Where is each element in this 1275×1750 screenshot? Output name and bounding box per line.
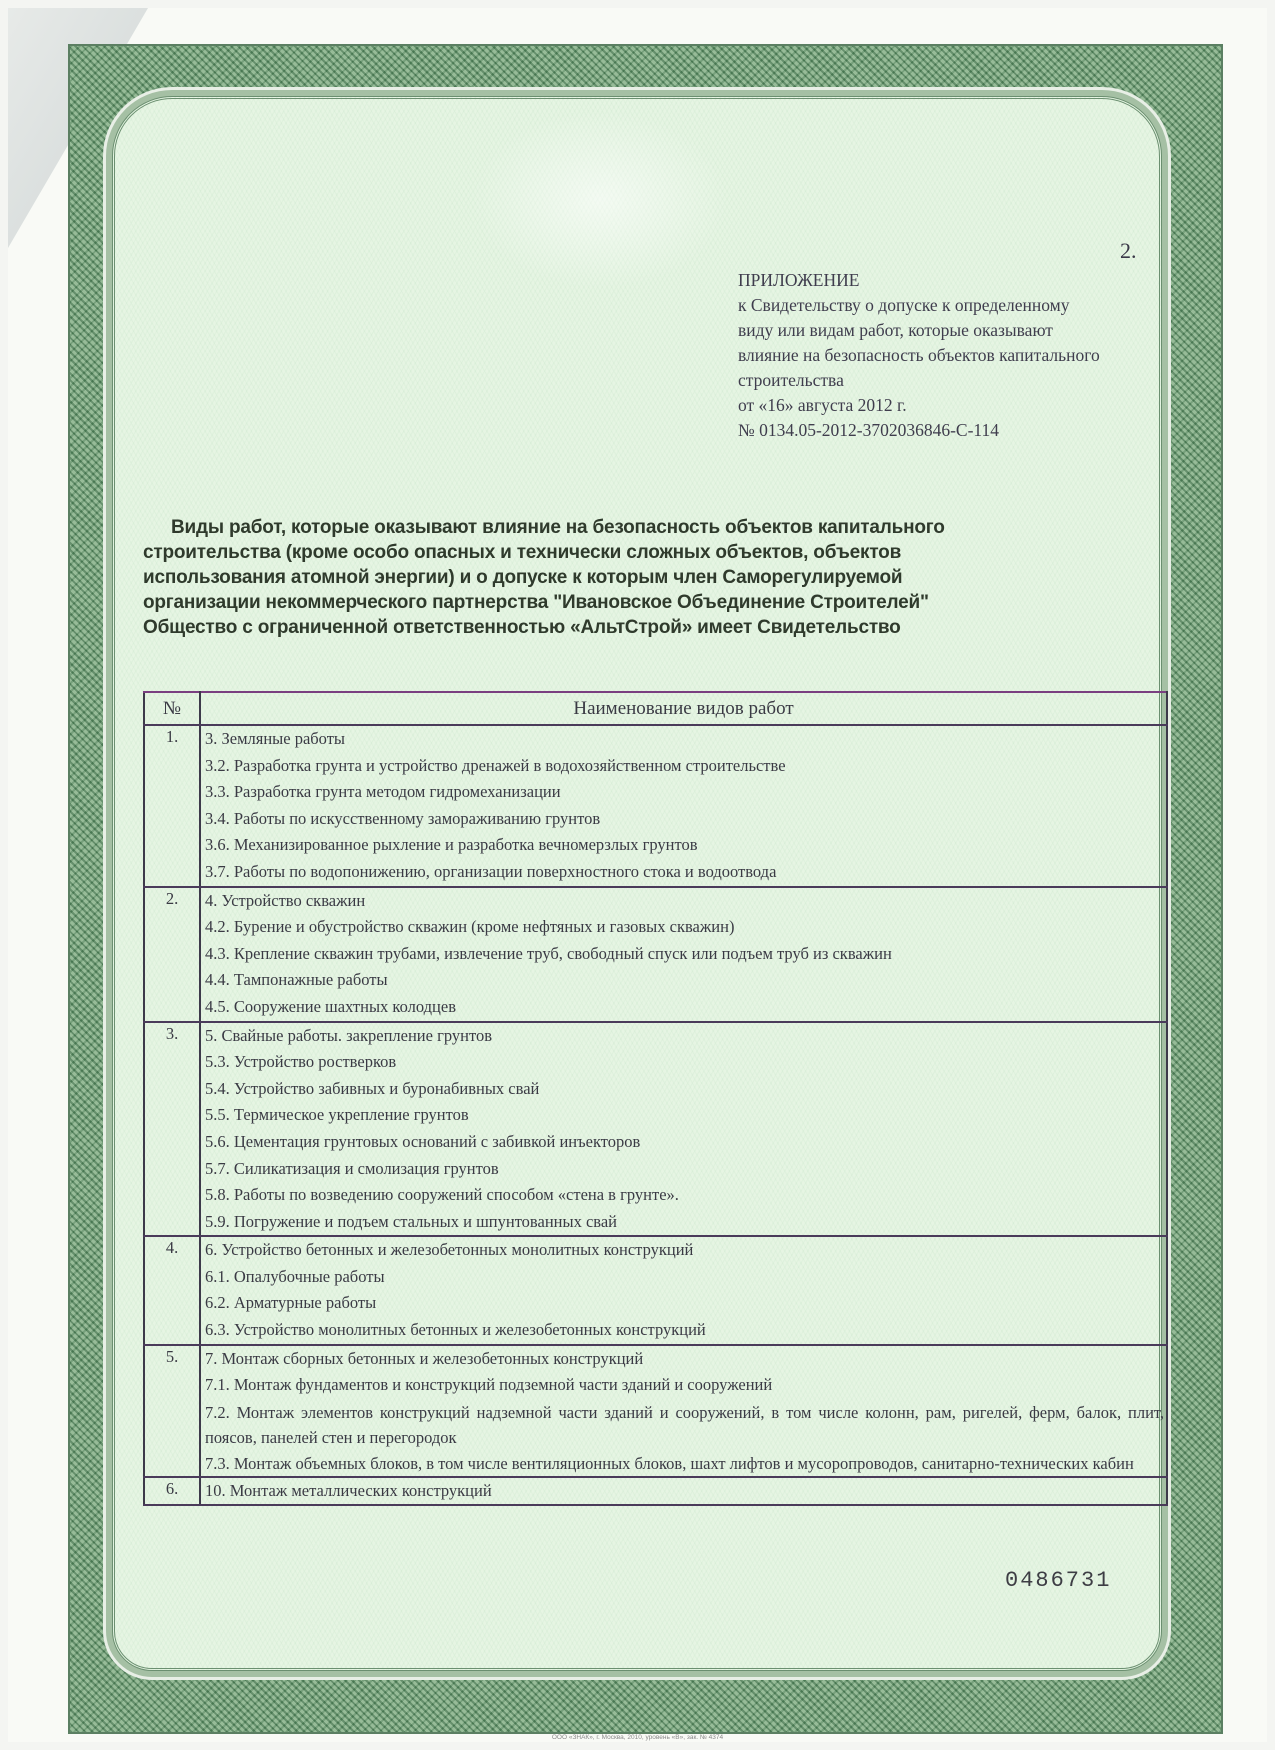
work-items-cell bbox=[200, 1477, 1167, 1506]
table-row bbox=[144, 887, 1167, 1022]
work-item: 7.2. Монтаж элементов конструкций надземной части зданий и сооружений, в том числе колонн, рам, ригелей, ферм, балок, плит, поясов, панелей стен и перегородок bbox=[205, 1402, 1164, 1447]
table-row bbox=[144, 1236, 1167, 1344]
work-item: 6.3. Устройство монолитных бетонных и железобетонных конструкций bbox=[205, 1320, 706, 1340]
work-item: 5.5. Термическое укрепление грунтов bbox=[205, 1105, 469, 1125]
table-row bbox=[144, 1345, 1167, 1477]
certificate-number: № 0134.05-2012-3702036846-С-114 bbox=[738, 420, 1000, 440]
row-number: 3. bbox=[144, 1022, 200, 1237]
table-header-row bbox=[144, 692, 1167, 725]
row-number: 2. bbox=[144, 887, 200, 1022]
row-number: 4. bbox=[144, 1236, 200, 1344]
work-item: 6.2. Арматурные работы bbox=[205, 1293, 377, 1313]
table-row bbox=[144, 1022, 1167, 1237]
intro-line: Виды работ, которые оказывают влияние на безопасность объектов капитального bbox=[171, 517, 945, 538]
work-item: 5.9. Погружение и подъем стальных и шпунтованных свай bbox=[205, 1211, 618, 1231]
works-table bbox=[143, 691, 1168, 1506]
row-number: 5. bbox=[144, 1345, 200, 1477]
work-item: 5.3. Устройство ростверков bbox=[205, 1052, 397, 1072]
work-item: 7.3. Монтаж объемных блоков, в том числе вентиляционных блоков, шахт лифтов и мусоропроводов, санитарно-технических кабин bbox=[205, 1453, 1134, 1473]
work-items-cell bbox=[200, 887, 1167, 1022]
work-item: 5.8. Работы по возведению сооружений способом «стена в грунте». bbox=[205, 1185, 679, 1205]
work-item: 4.4. Тампонажные работы bbox=[205, 970, 388, 990]
work-items-cell bbox=[200, 1345, 1167, 1477]
work-item: 6.1. Опалубочные работы bbox=[205, 1266, 385, 1286]
watermark-emblem bbox=[470, 110, 730, 290]
work-group-title: 4. Устройство скважин bbox=[205, 890, 366, 910]
appendix-line: строительства bbox=[738, 370, 844, 390]
work-group-title: 3. Земляные работы bbox=[205, 729, 346, 748]
work-items-cell bbox=[200, 725, 1167, 887]
work-item: 4.3. Крепление скважин трубами, извлечение труб, свободный спуск или подъем труб из скважин bbox=[205, 943, 892, 963]
appendix-title: ПРИЛОЖЕНИЕ bbox=[738, 270, 860, 290]
intro-line: строительства (кроме особо опасных и технически сложных объектов, объектов bbox=[143, 542, 902, 563]
header-number: № bbox=[144, 692, 200, 725]
appendix-header bbox=[738, 268, 1168, 443]
work-item: 3.6. Механизированное рыхление и разработка вечномерзлых грунтов bbox=[205, 835, 698, 855]
work-item: 3.2. Разработка грунта и устройство дренажей в водохозяйственном строительстве bbox=[205, 755, 786, 775]
intro-paragraph bbox=[143, 515, 1166, 640]
serial-number: 0486731 bbox=[1005, 1568, 1112, 1593]
intro-line: Общество с ограниченной ответственностью «АльтСтрой» имеет Свидетельство bbox=[143, 617, 901, 638]
work-item: 3.3. Разработка грунта методом гидромеханизации bbox=[205, 782, 561, 802]
work-items-cell bbox=[200, 1022, 1167, 1237]
work-group-title: 7. Монтаж сборных бетонных и железобетонных конструкций bbox=[205, 1348, 644, 1368]
work-item: 4.2. Бурение и обустройство скважин (кроме нефтяных и газовых скважин) bbox=[205, 917, 735, 937]
table-row bbox=[144, 725, 1167, 887]
row-number: 6. bbox=[144, 1477, 200, 1506]
row-number: 1. bbox=[144, 725, 200, 887]
work-group-title: 5. Свайные работы. закрепление грунтов bbox=[205, 1025, 492, 1045]
work-item: 4.5. Сооружение шахтных колодцев bbox=[205, 996, 456, 1016]
appendix-line: виду или видам работ, которые оказывают bbox=[738, 320, 1053, 340]
work-item: 5.6. Цементация грунтовых оснований с забивкой инъекторов bbox=[205, 1131, 641, 1151]
printer-imprint: ООО «ЗНАК», г. Москва, 2010, уровень «В», зак. № 4374 bbox=[551, 1734, 724, 1741]
work-item: 3.4. Работы по искусственному замораживанию грунтов bbox=[205, 808, 601, 828]
work-item: 7.1. Монтаж фундаментов и конструкций подземной части зданий и сооружений bbox=[205, 1375, 773, 1395]
appendix-line: к Свидетельству о допуске к определенному bbox=[738, 295, 1070, 315]
header-work-name: Наименование видов работ bbox=[200, 692, 1167, 725]
work-item: 5.7. Силикатизация и смолизация грунтов bbox=[205, 1158, 499, 1178]
appendix-line: влияние на безопасность объектов капитального bbox=[738, 345, 1100, 365]
work-items-cell bbox=[200, 1236, 1167, 1344]
work-group-title: 10. Монтаж металлических конструкций bbox=[205, 1480, 492, 1500]
work-group-title: 6. Устройство бетонных и железобетонных монолитных конструкций bbox=[205, 1240, 694, 1260]
table-row bbox=[144, 1477, 1167, 1506]
intro-line: организации некоммерческого партнерства "Ивановское Объединение Строителей" bbox=[143, 592, 929, 613]
page-number: 2. bbox=[1120, 238, 1137, 263]
appendix-date: от «16» августа 2012 г. bbox=[738, 395, 907, 415]
work-item: 3.7. Работы по водопонижению, организации поверхностного стока и водоотвода bbox=[205, 861, 777, 881]
intro-line: использования атомной энергии) и о допуске к которым член Саморегулируемой bbox=[143, 567, 903, 588]
work-item: 5.4. Устройство забивных и буронабивных свай bbox=[205, 1078, 540, 1098]
